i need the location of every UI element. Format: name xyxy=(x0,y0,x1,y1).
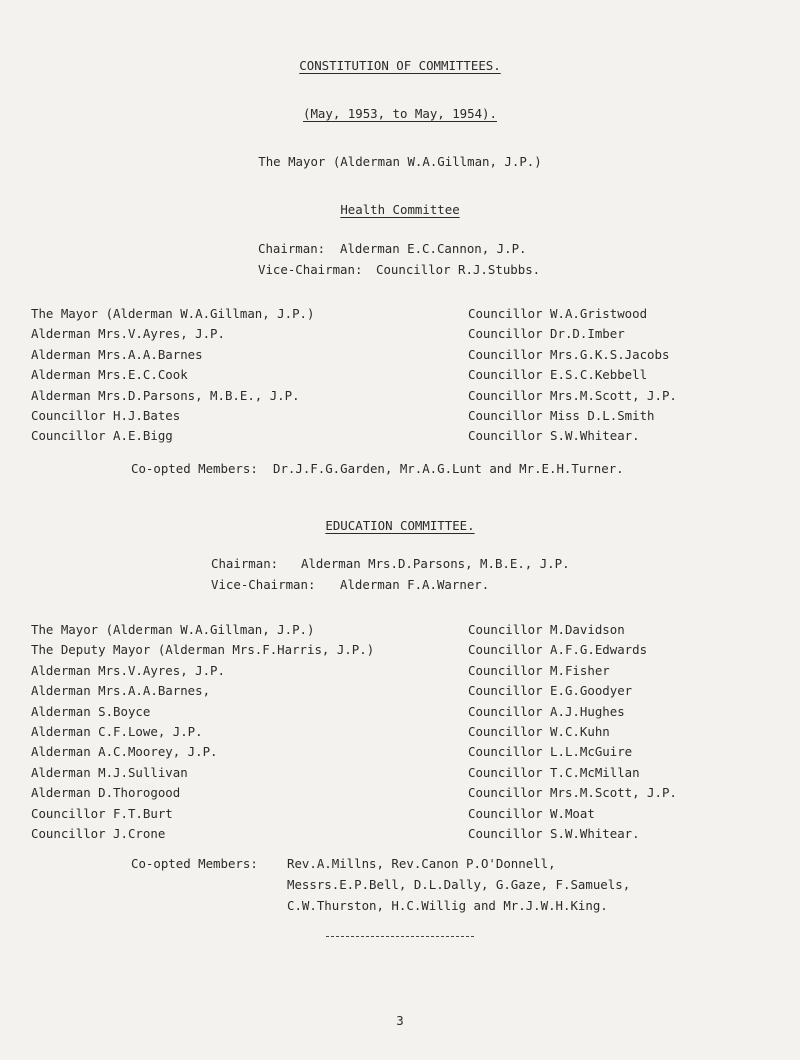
table-row xyxy=(31,642,771,662)
page-title: CONSTITUTION OF COMMITTEES. xyxy=(299,58,501,73)
education-coopted-line-3: C.W.Thurston, H.C.Willig and Mr.J.W.H.King. xyxy=(287,898,608,913)
member-left: Alderman Mrs.A.A.Barnes xyxy=(31,346,203,362)
member-right: Councillor L.L.McGuire xyxy=(468,744,633,760)
member-left: Alderman Mrs.V.Ayres, J.P. xyxy=(31,326,225,342)
health-coopted-label: Co-opted Members: xyxy=(131,461,258,476)
education-chairman-label: Chairman: xyxy=(211,556,279,571)
member-right: Councillor Mrs.M.Scott, J.P. xyxy=(468,785,677,801)
member-right: Councillor Mrs.M.Scott, J.P. xyxy=(468,387,677,403)
member-left: Alderman A.C.Moorey, J.P. xyxy=(31,744,218,760)
table-row xyxy=(31,806,771,826)
member-left: Alderman M.J.Sullivan xyxy=(31,764,188,780)
member-right: Councillor E.S.C.Kebbell xyxy=(468,367,648,383)
health-heading: Health Committee xyxy=(340,202,460,217)
member-right: Councillor Dr.D.Imber xyxy=(468,326,625,342)
table-row xyxy=(31,306,771,326)
table-row xyxy=(31,724,771,744)
member-right: Councillor A.J.Hughes xyxy=(468,703,625,719)
health-vice: Councillor R.J.Stubbs. xyxy=(376,262,541,277)
member-left: The Mayor (Alderman W.A.Gillman, J.P.) xyxy=(31,622,315,637)
member-right: Councillor A.F.G.Edwards xyxy=(468,642,648,658)
member-right: Councillor Mrs.G.K.S.Jacobs xyxy=(468,346,670,362)
member-left: Alderman D.Thorogood xyxy=(31,785,181,801)
member-left: Councillor F.T.Burt xyxy=(31,805,173,821)
page-number: 3 xyxy=(396,1013,404,1028)
table-row xyxy=(31,826,771,846)
member-left: Alderman Mrs.A.A.Barnes, xyxy=(31,683,211,699)
table-row xyxy=(31,347,771,367)
table-row xyxy=(31,388,771,408)
education-coopted-line-1: Rev.A.Millns, Rev.Canon P.O'Donnell, xyxy=(287,856,556,871)
table-row xyxy=(31,765,771,785)
member-left: Councillor J.Crone xyxy=(31,825,166,841)
table-row xyxy=(31,744,771,764)
education-coopted-label: Co-opted Members: xyxy=(131,856,258,871)
member-left: Councillor A.E.Bigg xyxy=(31,428,173,444)
mayor-line: The Mayor (Alderman W.A.Gillman, J.P.) xyxy=(258,154,542,169)
member-right: Councillor Miss D.L.Smith xyxy=(468,407,655,423)
member-right: Councillor M.Fisher xyxy=(468,662,610,678)
member-left: Alderman Mrs.V.Ayres, J.P. xyxy=(31,662,225,678)
member-left: Alderman Mrs.D.Parsons, M.B.E., J.P. xyxy=(31,387,300,403)
member-right: Councillor S.W.Whitear. xyxy=(468,428,640,444)
education-coopted-line-2: Messrs.E.P.Bell, D.L.Dally, G.Gaze, F.Samuels, xyxy=(287,877,631,892)
member-right: Councillor T.C.McMillan xyxy=(468,764,640,780)
member-left: Councillor H.J.Bates xyxy=(31,407,181,423)
health-chairman-label: Chairman: xyxy=(258,241,326,256)
member-right: Councillor W.A.Gristwood xyxy=(468,306,648,321)
table-row xyxy=(31,683,771,703)
member-left: Alderman C.F.Lowe, J.P. xyxy=(31,723,203,739)
member-right: Councillor W.Moat xyxy=(468,805,595,821)
health-vice-label: Vice-Chairman: xyxy=(258,262,363,277)
health-coopted: Dr.J.F.G.Garden, Mr.A.G.Lunt and Mr.E.H.Turner. xyxy=(273,461,624,476)
member-left: The Mayor (Alderman W.A.Gillman, J.P.) xyxy=(31,306,315,321)
table-row xyxy=(31,408,771,428)
section-divider xyxy=(326,936,474,937)
member-right: Councillor W.C.Kuhn xyxy=(468,723,610,739)
period-subtitle: (May, 1953, to May, 1954). xyxy=(303,106,497,121)
education-vice: Alderman F.A.Warner. xyxy=(340,577,490,592)
member-right: Councillor E.G.Goodyer xyxy=(468,683,633,699)
member-right: Councillor M.Davidson xyxy=(468,622,625,637)
education-vice-label: Vice-Chairman: xyxy=(211,577,316,592)
member-left: The Deputy Mayor (Alderman Mrs.F.Harris, J.P.) xyxy=(31,642,375,658)
table-row xyxy=(31,326,771,346)
table-row xyxy=(31,622,771,642)
health-members-table xyxy=(31,306,771,449)
health-chairman: Alderman E.C.Cannon, J.P. xyxy=(340,241,527,256)
table-row xyxy=(31,704,771,724)
member-left: Alderman S.Boyce xyxy=(31,703,151,719)
table-row xyxy=(31,663,771,683)
table-row xyxy=(31,367,771,387)
education-chairman: Alderman Mrs.D.Parsons, M.B.E., J.P. xyxy=(301,556,570,571)
table-row xyxy=(31,785,771,805)
table-row xyxy=(31,428,771,448)
education-members-table xyxy=(31,622,771,846)
education-heading: EDUCATION COMMITTEE. xyxy=(325,518,475,533)
member-left: Alderman Mrs.E.C.Cook xyxy=(31,367,188,383)
member-right: Councillor S.W.Whitear. xyxy=(468,825,640,841)
